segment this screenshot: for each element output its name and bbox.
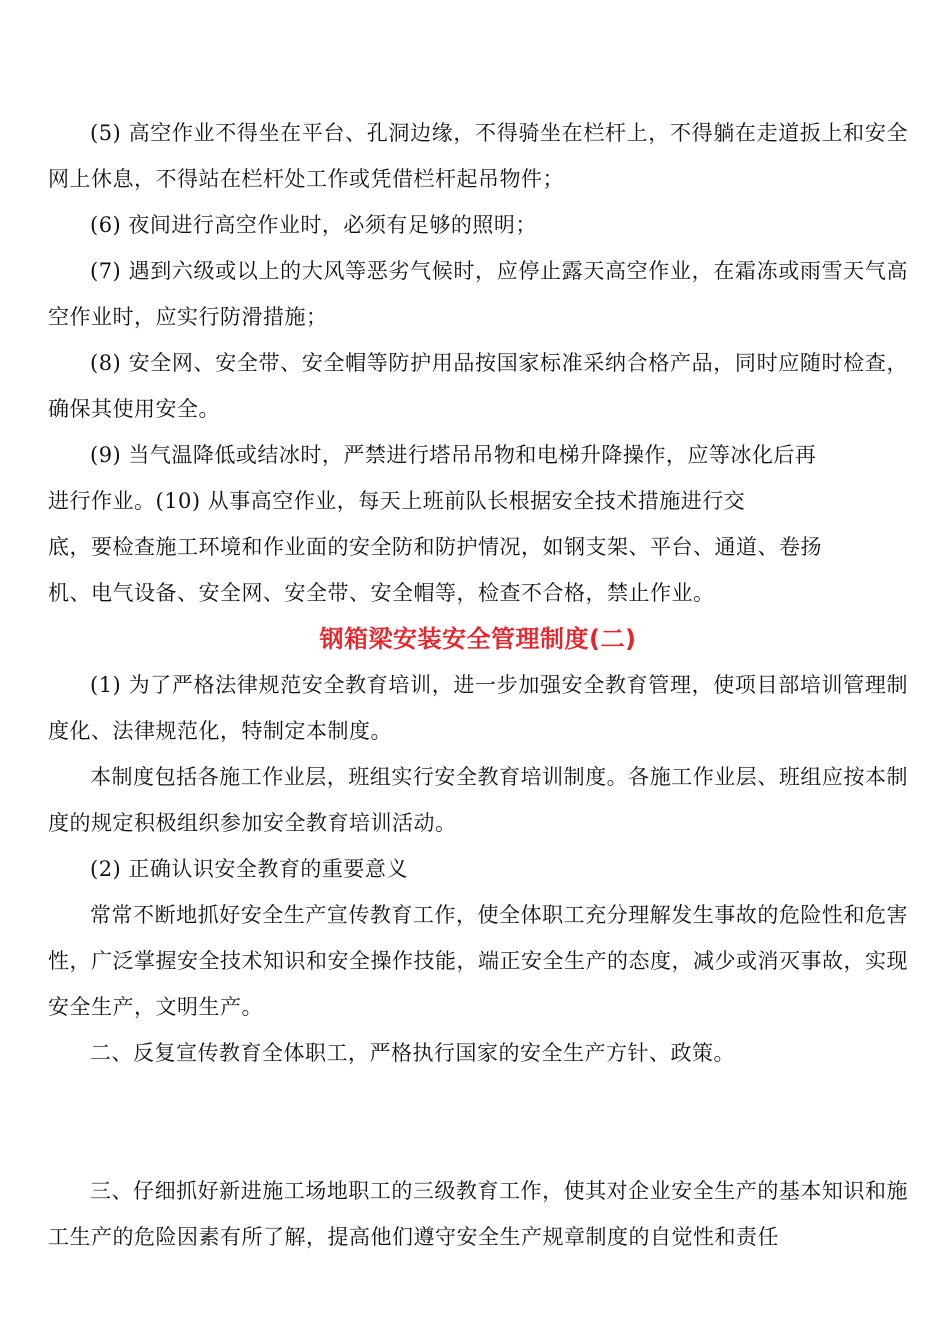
paragraph-scope: 本制度包括各施工作业层，班组实行安全教育培训制度。各施工作业层、班组应按本制度的规定积极组织参加安全教育培训活动。: [48, 765, 908, 835]
paragraph-item-7: (7) 遇到六级或以上的大风等恶劣气候时，应停止露天高空作业，在霜冻或雨雪天气高空作业时，应实行防滑措施；: [48, 259, 908, 329]
paragraph-1: (1) 为了严格法律规范安全教育培训，进一步加强安全教育管理，使项目部培训管理制度化、法律规范化，特制定本制度。: [48, 673, 908, 743]
section-title: 钢箱梁安装安全管理制度(二): [319, 625, 637, 653]
paragraph-line: (9) 当气温降低或结冰时，严禁进行塔吊吊物和电梯升降操作，应等冰化后再: [90, 443, 817, 467]
blank-gap: [48, 1076, 908, 1168]
paragraph-2-heading: (2) 正确认识安全教育的重要意义: [90, 857, 408, 881]
paragraph-item-5: (5) 高空作业不得坐在平台、孔洞边缘，不得骑坐在栏杆上，不得躺在走道扳上和安全网上休息，不得站在栏杆处工作或凭借栏杆起吊物件；: [48, 121, 908, 191]
paragraph-line: 进行作业。(10) 从事高空作业，每天上班前队长根据安全技术措施进行交: [48, 489, 746, 513]
paragraph-item-9-10: [48, 432, 908, 616]
paragraph-point-three: 三、仔细抓好新进施工场地职工的三级教育工作，使其对企业安全生产的基本知识和施工生产的危险因素有所了解，提高他们遵守安全生产规章制度的自觉性和责任: [48, 1179, 908, 1249]
paragraph-line: 底，要检查施工环境和作业面的安全防和防护情况，如钢支架、平台、通道、卷扬: [48, 535, 822, 559]
document-page: [48, 110, 908, 1260]
paragraph-item-8: (8) 安全网、安全带、安全帽等防护用品按国家标准采纳合格产品，同时应随时检查，确保其使用安全。: [48, 351, 908, 421]
paragraph-point-two: 二、反复宣传教育全体职工，严格执行国家的安全生产方针、政策。: [90, 1041, 735, 1065]
paragraph-item-6: (6) 夜间进行高空作业时，必须有足够的照明；: [90, 213, 537, 237]
paragraph-line: 机、电气设备、安全网、安全带、安全帽等，检查不合格，禁止作业。: [48, 581, 715, 605]
paragraph-importance: 常常不断地抓好安全生产宣传教育工作，使全体职工充分理解发生事故的危险性和危害性，广泛掌握安全技术知识和安全操作技能，端正安全生产的态度，减少或消灭事故，实现安全生产，文明生产。: [48, 903, 908, 1019]
